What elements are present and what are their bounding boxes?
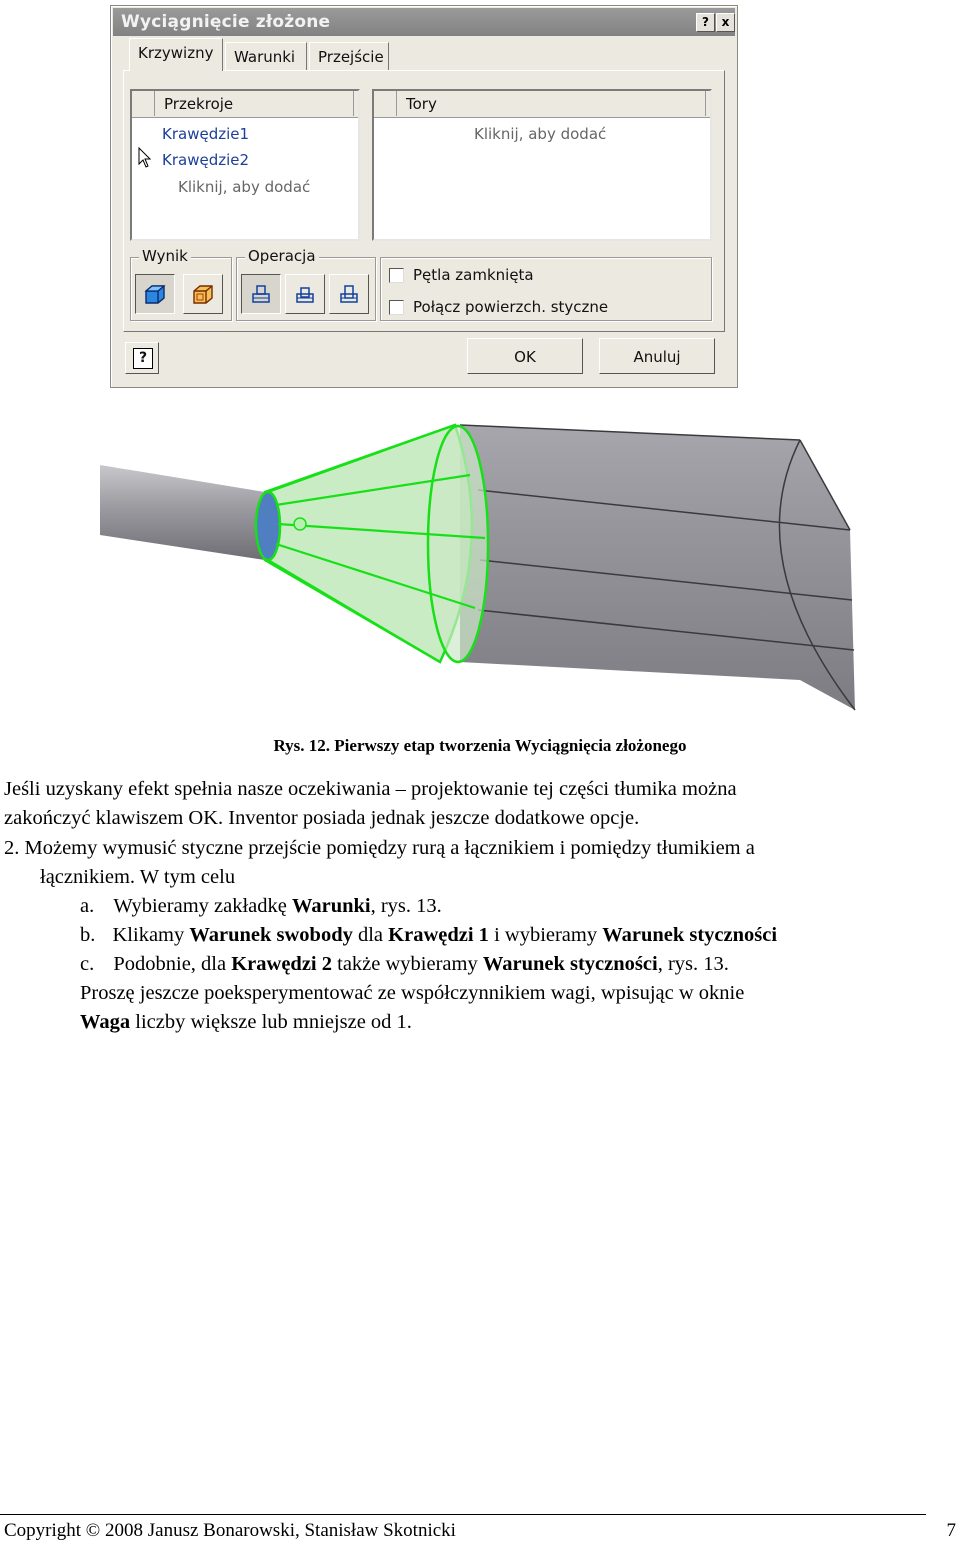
- bold-term: Krawędzi 2: [231, 953, 333, 975]
- sections-list[interactable]: [130, 89, 360, 241]
- help-button[interactable]: [125, 342, 159, 374]
- merge-tangent-faces-checkbox[interactable]: [389, 300, 404, 315]
- list-item[interactable]: Krawędzie1: [162, 125, 250, 143]
- output-group-label: Wynik: [139, 247, 191, 265]
- list-text: Klikamy: [112, 924, 190, 946]
- ok-button[interactable]: OK: [467, 338, 583, 374]
- list-item-c: [80, 950, 729, 979]
- bold-term: Warunek styczności: [482, 953, 658, 975]
- operation-group: [236, 247, 376, 321]
- footer-rule: [0, 1514, 926, 1515]
- bold-term: Warunek styczności: [602, 924, 778, 946]
- paragraph-line: Jeśli uzyskany efekt spełnia nasze oczekiwania – projektowanie tej części tłumika można: [4, 778, 737, 800]
- bold-term: Krawędzi 1: [388, 924, 489, 946]
- bold-term: Waga: [80, 1011, 131, 1033]
- dialog-title: Wyciągnięcie złożone: [121, 12, 331, 32]
- list-marker: c.: [80, 953, 95, 975]
- join-icon: [249, 282, 273, 306]
- muffler-body-shape: [460, 425, 855, 710]
- list-text: Wybieramy zakładkę: [113, 895, 292, 917]
- intersect-icon: [337, 282, 361, 306]
- sections-list-header: [132, 91, 358, 118]
- add-rail-hint[interactable]: Kliknij, aby dodać: [474, 125, 607, 143]
- paragraph-line: 2. Możemy wymusić styczne przejście pomiędzy rurą a łącznikiem i pomiędzy tłumikiem a: [4, 837, 755, 859]
- options-group: [380, 257, 712, 321]
- loft-dialog: [110, 5, 738, 388]
- list-marker: b.: [80, 924, 96, 946]
- loft-preview-render: [100, 420, 960, 720]
- paragraph-text: liczby większe lub mniejsze od 1.: [130, 1011, 412, 1033]
- loft-origin-point: [294, 518, 306, 530]
- header-end-cell: [705, 91, 710, 116]
- tab-conditions[interactable]: Warunki: [225, 42, 307, 70]
- help-titlebar-button[interactable]: ?: [696, 13, 715, 32]
- pointer-arrow-icon: [138, 147, 152, 169]
- paragraph-line: zakończyć klawiszem OK. Inventor posiada jednak jeszcze dodatkowe opcje.: [4, 807, 640, 829]
- list-item-a: [80, 892, 442, 921]
- figure-caption: Rys. 12. Pierwszy etap tworzenia Wyciągnięcia złożonego: [273, 736, 687, 755]
- join-button[interactable]: [241, 274, 281, 314]
- page-number: 7: [946, 1520, 956, 1541]
- list-text: i wybieramy: [488, 924, 603, 946]
- solid-output-button[interactable]: [135, 274, 175, 314]
- paragraph-line: [80, 1008, 412, 1037]
- closed-loop-checkbox[interactable]: [389, 268, 404, 283]
- cut-button[interactable]: [285, 274, 325, 314]
- dialog-titlebar[interactable]: [113, 8, 735, 36]
- list-item-b: [80, 921, 777, 950]
- list-text: także wybieramy: [332, 953, 483, 975]
- closed-loop-label: Pętla zamknięta: [413, 266, 534, 284]
- list-marker: a.: [80, 895, 95, 917]
- merge-tangent-faces-label: Połącz powierzch. styczne: [413, 298, 609, 316]
- bold-term: Warunki: [291, 895, 371, 917]
- output-group: [130, 247, 232, 321]
- tab-transition[interactable]: Przejście: [309, 42, 389, 70]
- pipe-shape: [100, 465, 265, 560]
- pipe-section-profile: [256, 492, 280, 560]
- close-button[interactable]: x: [716, 13, 735, 32]
- header-corner-cell: [374, 91, 397, 116]
- paragraph-line: Proszę jeszcze poeksperymentować ze współczynnikiem wagi, wpisując w oknie: [80, 982, 745, 1004]
- list-text: , rys. 13.: [370, 895, 442, 917]
- intersect-button[interactable]: [329, 274, 369, 314]
- tab-curves[interactable]: Krzywizny: [129, 38, 223, 71]
- header-end-cell: [353, 91, 358, 116]
- footer-copyright: Copyright © 2008 Janusz Bonarowski, Stanisław Skotnicki: [4, 1520, 456, 1541]
- solid-body-icon: [143, 282, 167, 306]
- sections-header-label: Przekroje: [164, 95, 234, 113]
- rails-header-label: Tory: [406, 95, 437, 113]
- paragraph-line: łącznikiem. W tym celu: [40, 866, 236, 888]
- list-text: Podobnie, dla: [113, 953, 232, 975]
- operation-group-label: Operacja: [245, 247, 319, 265]
- rails-list-header: [374, 91, 710, 118]
- list-text: , rys. 13.: [657, 953, 729, 975]
- surface-body-icon: [191, 282, 215, 306]
- bold-term: Warunek swobody: [189, 924, 353, 946]
- cancel-button[interactable]: Anuluj: [599, 338, 715, 374]
- surface-output-button[interactable]: [183, 274, 223, 314]
- list-text: dla: [352, 924, 389, 946]
- help-icon: ?: [133, 348, 153, 369]
- tab-panel: [123, 70, 725, 332]
- rails-list[interactable]: [372, 89, 712, 241]
- header-corner-cell: [132, 91, 155, 116]
- list-item[interactable]: Krawędzie2: [162, 151, 250, 169]
- add-section-hint[interactable]: Kliknij, aby dodać: [178, 178, 311, 196]
- cut-icon: [293, 282, 317, 306]
- muffler-section-profile: [428, 426, 488, 662]
